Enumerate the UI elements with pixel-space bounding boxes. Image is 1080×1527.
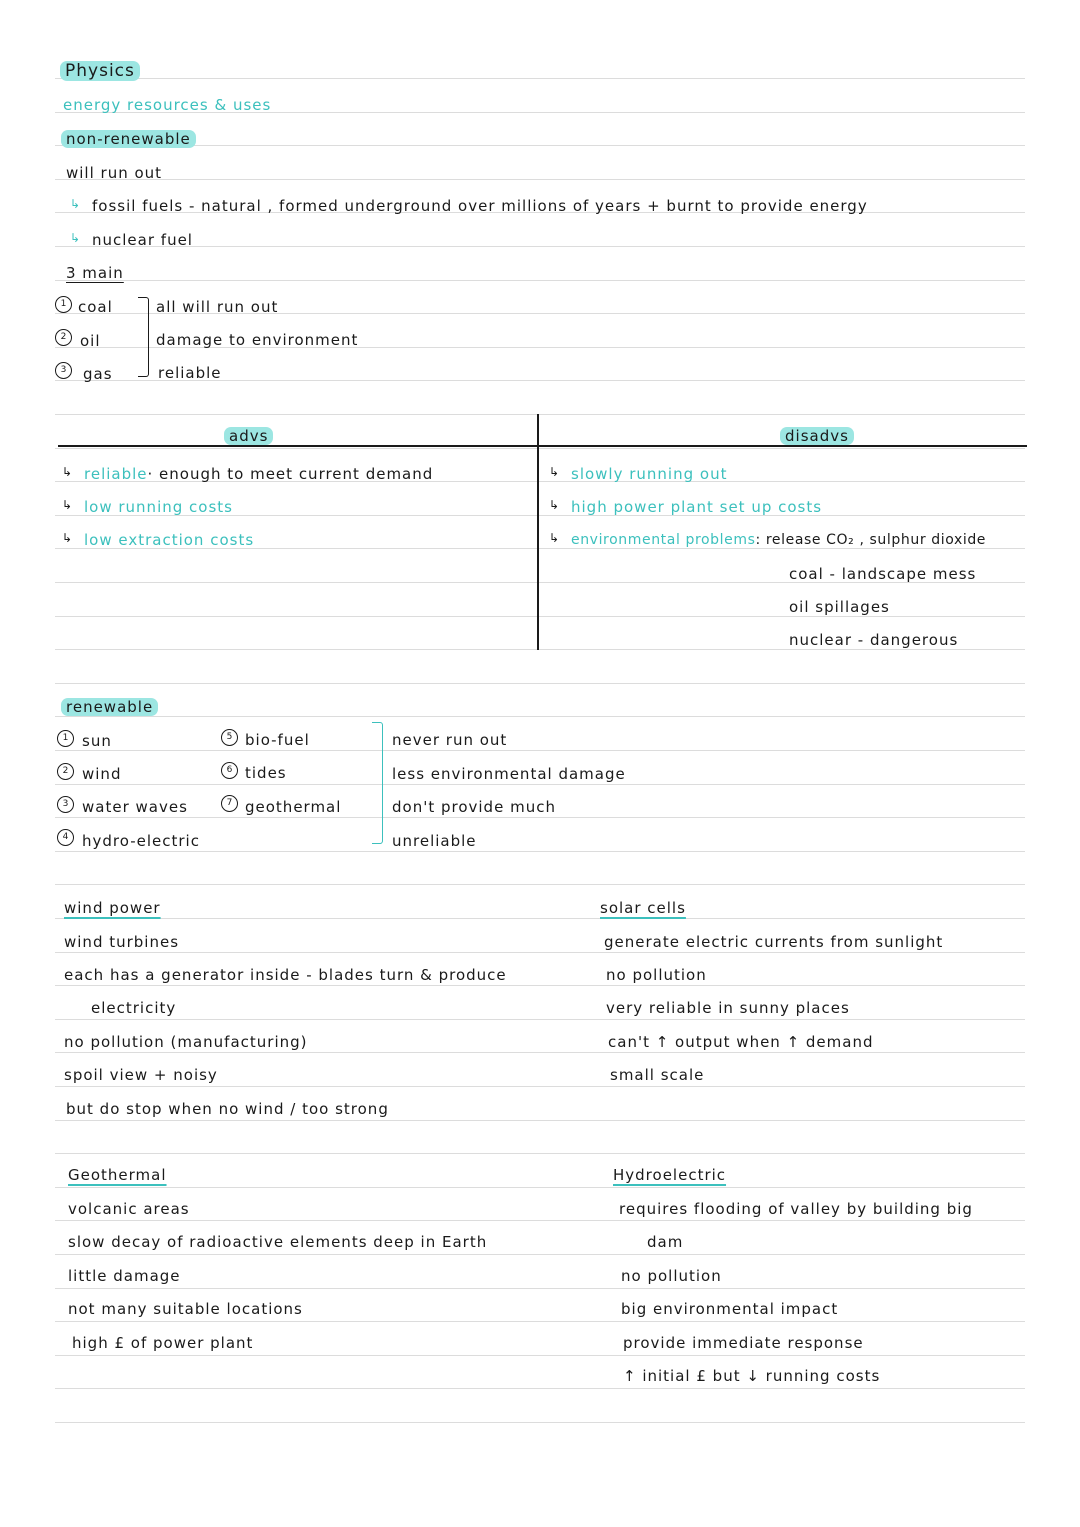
ruled-line (55, 1321, 1025, 1322)
topic-title: energy resources & uses (63, 96, 272, 114)
ruled-line (55, 1019, 1025, 1020)
disadv-item: environmental problems: release CO₂ , sulphur dioxide (571, 532, 987, 548)
wind-line: spoil view + noisy (64, 1066, 218, 1084)
ruled-line (55, 1355, 1025, 1356)
geo-line: not many suitable locations (68, 1300, 303, 1318)
arrow-icon: ↳ (549, 465, 560, 479)
ruled-line (55, 1187, 1025, 1188)
list-item-gas: gas (83, 365, 113, 383)
solar-line: small scale (610, 1066, 705, 1084)
ruled-line (55, 1388, 1025, 1389)
geo-line: high £ of power plant (72, 1334, 254, 1352)
ruled-line (55, 280, 1025, 281)
note-damage: damage to environment (156, 331, 359, 349)
env-sub-oil: oil spillages (789, 598, 890, 616)
nuclear-fuel-line: nuclear fuel (92, 231, 193, 249)
table-header-rule (58, 445, 1027, 447)
ruled-line (55, 784, 1025, 785)
adv-item: low running costs (84, 498, 233, 516)
fossil-fuels-line: fossil fuels - natural , formed underground over millions of years + burnt to provide energy (92, 197, 868, 215)
ruled-line (55, 884, 1025, 885)
env-sub-coal: coal - landscape mess (789, 565, 977, 583)
renewable-item-waves: water waves (82, 798, 188, 816)
renewable-item-biofuel: bio-fuel (245, 731, 310, 749)
number-1-icon: 1 (55, 296, 72, 313)
renewable-item-hydro: hydro-electric (82, 832, 200, 850)
ruled-line (55, 448, 1025, 449)
ruled-line (55, 179, 1025, 180)
ruled-line (55, 1422, 1025, 1423)
ruled-line (55, 851, 1025, 852)
env-sub-nuclear: nuclear - dangerous (789, 631, 959, 649)
wind-power-heading: wind power (64, 899, 161, 917)
list-item-coal: coal (78, 298, 113, 316)
number-2-icon: 2 (55, 329, 72, 346)
arrow-icon: ↳ (549, 531, 560, 545)
hydro-line: no pollution (621, 1267, 722, 1285)
ruled-line (55, 716, 1025, 717)
renewable-note: less environmental damage (392, 765, 626, 783)
wind-line: wind turbines (64, 933, 180, 951)
arrow-icon: ↳ (62, 465, 73, 479)
ruled-line (55, 750, 1025, 751)
hydro-line: big environmental impact (621, 1300, 839, 1318)
solar-cells-heading: solar cells (600, 899, 686, 917)
three-main-label: 3 main (66, 264, 124, 282)
wind-line: no pollution (manufacturing) (64, 1033, 308, 1051)
ruled-line (55, 78, 1025, 79)
wind-line: each has a generator inside - blades turn & produce (64, 966, 507, 984)
geo-line: volcanic areas (68, 1200, 190, 1218)
ruled-line (55, 952, 1025, 953)
non-renewable-heading: non-renewable (61, 129, 196, 149)
number-6-icon: 6 (221, 762, 238, 779)
arrow-icon: ↳ (62, 531, 73, 545)
hydro-line: dam (647, 1233, 684, 1251)
note-reliable: reliable (158, 364, 222, 382)
ruled-line (55, 414, 1025, 415)
geo-line: slow decay of radioactive elements deep in Earth (68, 1233, 488, 1251)
hydro-line: provide immediate response (623, 1334, 864, 1352)
renewable-note: never run out (392, 731, 508, 749)
adv-item: reliable· enough to meet current demand (84, 465, 434, 483)
list-item-oil: oil (80, 332, 101, 350)
note-run-out: all will run out (156, 298, 279, 316)
hydroelectric-heading: Hydroelectric (613, 1166, 727, 1184)
renewable-note: don't provide much (392, 798, 556, 816)
renewable-item-tides: tides (245, 764, 287, 782)
ruled-line (55, 1153, 1025, 1154)
table-divider (537, 414, 539, 650)
ruled-line (55, 1052, 1025, 1053)
renewable-item-sun: sun (82, 732, 112, 750)
ruled-line (55, 817, 1025, 818)
renewable-note: unreliable (392, 832, 477, 850)
ruled-line (55, 1220, 1025, 1221)
geo-line: little damage (68, 1267, 181, 1285)
bracket (138, 297, 149, 377)
ruled-line (55, 145, 1025, 146)
hydro-line: requires flooding of valley by building big (619, 1200, 973, 1218)
ruled-line (55, 1120, 1025, 1121)
bracket (372, 722, 383, 844)
ruled-line (55, 246, 1025, 247)
arrow-icon: ↳ (70, 231, 81, 245)
number-1-icon: 1 (57, 730, 74, 747)
disadvs-header: disadvs (780, 426, 854, 446)
renewable-item-wind: wind (82, 765, 122, 783)
arrow-icon: ↳ (70, 197, 81, 211)
number-3-icon: 3 (55, 362, 72, 379)
ruled-line (55, 683, 1025, 684)
disadv-item: slowly running out (571, 465, 728, 483)
solar-line: generate electric currents from sunlight (604, 933, 944, 951)
solar-line: can't ↑ output when ↑ demand (608, 1033, 874, 1051)
ruled-line (55, 918, 1025, 919)
advs-header: advs (224, 426, 273, 446)
subject-title: Physics (60, 61, 140, 81)
arrow-icon: ↳ (62, 498, 73, 512)
ruled-line (55, 1086, 1025, 1087)
geothermal-heading: Geothermal (68, 1166, 167, 1184)
wind-line: but do stop when no wind / too strong (66, 1100, 389, 1118)
solar-line: no pollution (606, 966, 707, 984)
non-renewable-intro: will run out (66, 164, 163, 182)
solar-line: very reliable in sunny places (606, 999, 850, 1017)
arrow-icon: ↳ (549, 498, 560, 512)
ruled-line (55, 1288, 1025, 1289)
disadv-item: high power plant set up costs (571, 498, 823, 516)
number-4-icon: 4 (57, 829, 74, 846)
number-2-icon: 2 (57, 763, 74, 780)
number-7-icon: 7 (221, 795, 238, 812)
number-5-icon: 5 (221, 729, 238, 746)
hydro-line: ↑ initial £ but ↓ running costs (623, 1367, 881, 1385)
adv-item: low extraction costs (84, 531, 255, 549)
number-3-icon: 3 (57, 796, 74, 813)
ruled-line (55, 1254, 1025, 1255)
renewable-heading: renewable (61, 697, 158, 717)
wind-line: electricity (91, 999, 177, 1017)
renewable-item-geothermal: geothermal (245, 798, 342, 816)
ruled-line (55, 985, 1025, 986)
